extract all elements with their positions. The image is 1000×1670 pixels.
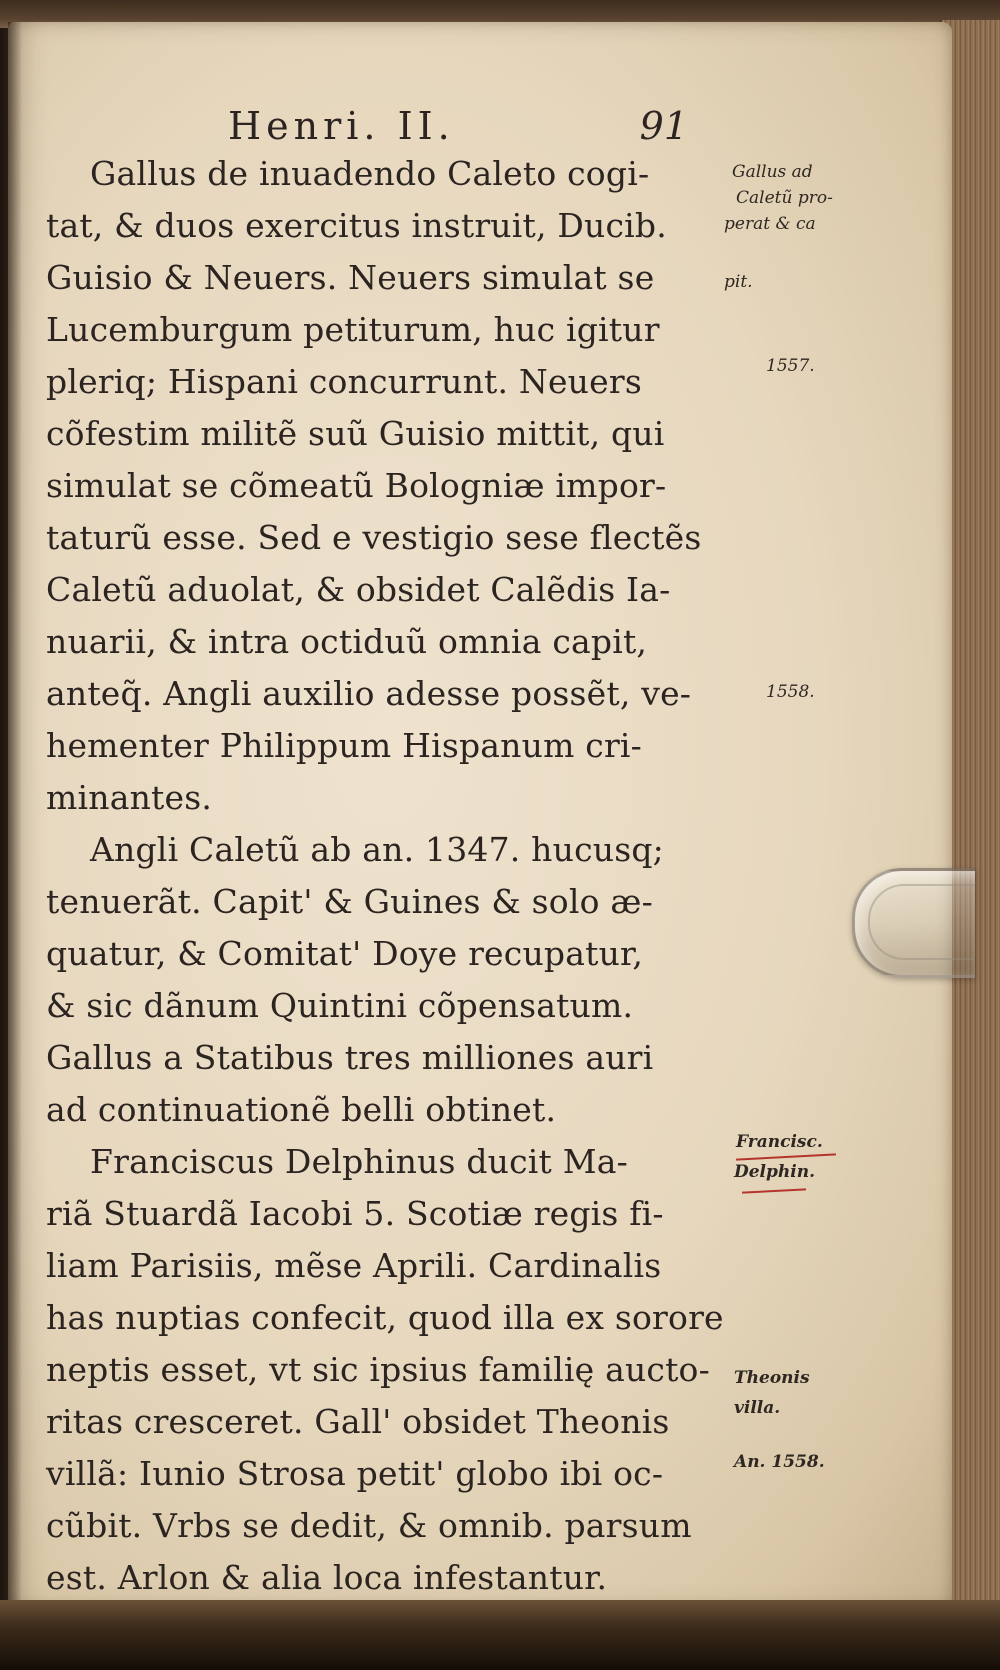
text-line: Caletũ aduolat, & obsidet Calẽdis Ia- xyxy=(46,570,671,609)
margin-note: perat & ca xyxy=(724,214,816,234)
text-line: villã: Iunio Strosa petit' globo ibi oc- xyxy=(46,1454,664,1493)
margin-note: An. 1558. xyxy=(734,1452,825,1472)
text-line: riã Stuardã Iacobi 5. Scotiæ regis fi- xyxy=(46,1194,664,1233)
text-line: quatur, & Comitat' Doye recupatur, xyxy=(46,934,644,973)
text-line: tat, & duos exercitus instruit, Ducib. xyxy=(46,206,667,245)
text-line: Guisio & Neuers. Neuers simulat se xyxy=(46,258,655,297)
text-line: neptis esset, vt sic ipsius familię aucto- xyxy=(46,1350,710,1389)
text-line: has nuptias confecit, quod illa ex sorore xyxy=(46,1298,724,1337)
text-line: & sic dãnum Quintini cõpensatum. xyxy=(46,986,634,1025)
text-line: simulat se cõmeatũ Bologniæ impor- xyxy=(46,466,667,505)
page-clip-inner xyxy=(868,884,974,960)
book-bottom-edge xyxy=(0,1600,1000,1670)
text-line: taturũ esse. Sed e vestigio sese flectẽs xyxy=(46,518,702,557)
margin-note: Delphin. xyxy=(734,1162,815,1182)
text-line: ad continuationẽ belli obtinet. xyxy=(46,1090,557,1129)
margin-note: 1558. xyxy=(766,682,815,702)
margin-note: Francisc. xyxy=(736,1132,823,1152)
text-line: est. Arlon & alia loca infestantur. xyxy=(46,1558,608,1597)
margin-note: 1557. xyxy=(766,356,815,376)
header-title: Henri. II. xyxy=(228,104,455,148)
text-line: Gallus de inuadendo Caleto cogi- xyxy=(90,154,650,193)
running-header xyxy=(228,104,688,150)
margin-note: Theonis xyxy=(734,1368,810,1388)
margin-note: villa. xyxy=(734,1398,781,1418)
text-line: Lucemburgum petiturum, huc igitur xyxy=(46,310,660,349)
margin-note: Gallus ad xyxy=(732,162,813,182)
text-line: anteq̃. Angli auxilio adesse possẽt, ve- xyxy=(46,674,692,713)
text-line: cũbit. Vrbs se dedit, & omnib. parsum xyxy=(46,1506,692,1545)
text-line: Gallus a Statibus tres milliones auri xyxy=(46,1038,654,1077)
margin-note: Caletũ pro- xyxy=(736,188,833,208)
page-number: 91 xyxy=(639,104,688,148)
text-line: Angli Caletũ ab an. 1347. hucusq; xyxy=(90,830,664,869)
binding-gutter xyxy=(8,22,22,1607)
text-line: tenuerãt. Capit' & Guines & solo æ- xyxy=(46,882,653,921)
text-line: minantes. xyxy=(46,778,213,817)
text-line: hementer Philippum Hispanum cri- xyxy=(46,726,643,765)
text-line: Franciscus Delphinus ducit Ma- xyxy=(90,1142,628,1181)
text-line: cõfestim militẽ suũ Guisio mittit, qui xyxy=(46,414,665,453)
margin-note: pit. xyxy=(724,272,753,292)
text-line: ritas cresceret. Gall' obsidet Theonis xyxy=(46,1402,670,1441)
text-line: pleriq; Hispani concurrunt. Neuers xyxy=(46,362,642,401)
text-line: liam Parisiis, mẽse Aprili. Cardinalis xyxy=(46,1246,662,1285)
text-line: nuarii, & intra octiduũ omnia capit, xyxy=(46,622,648,661)
